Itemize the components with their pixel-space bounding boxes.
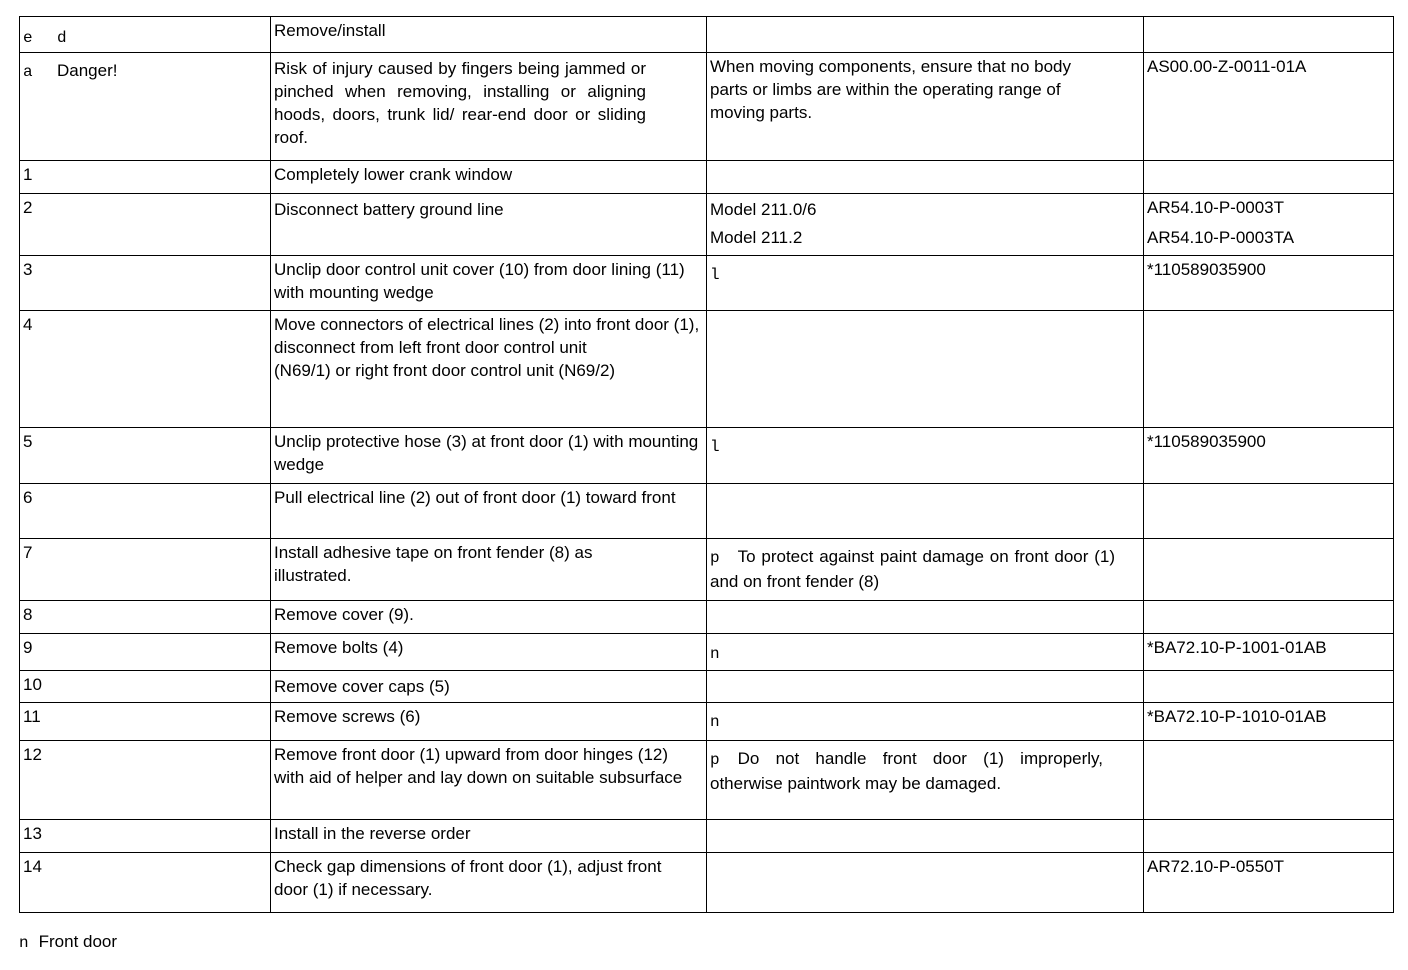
- step-number: 10: [20, 671, 271, 703]
- paint-caution-icon: p: [710, 549, 720, 567]
- note-cell: [707, 634, 1144, 671]
- note-cell: [707, 311, 1144, 428]
- reference-cell: [1144, 820, 1394, 853]
- table-row: [20, 853, 1394, 913]
- reference-cell: *BA72.10-P-1010-01AB: [1144, 703, 1394, 741]
- note-text: To protect against paint damage on front door (1) and on front fender (8): [710, 547, 1115, 591]
- reference-cell: [1144, 161, 1394, 194]
- action-cell: [271, 311, 707, 428]
- step-number: 5: [20, 428, 271, 484]
- step-number: 14: [20, 853, 271, 913]
- action-cell: Remove front door (1) upward from door hinges (12) with aid of helper and lay down on suitable subsurface: [271, 741, 707, 820]
- table-row: [20, 703, 1394, 741]
- note-cell: [707, 17, 1144, 53]
- step-number: 11: [20, 703, 271, 741]
- step-number: 1: [20, 161, 271, 194]
- reference-cell: [1144, 484, 1394, 539]
- note-text: Do not handle front door (1) improperly, otherwise paintwork may be damaged.: [710, 749, 1103, 793]
- reference-link: AR54.10-P-0003T: [1147, 198, 1285, 217]
- table-row: [20, 311, 1394, 428]
- action-cell: Unclip protective hose (3) at front door (1) with mounting wedge: [271, 428, 707, 484]
- reference-cell: [1144, 539, 1394, 601]
- action-cell: Pull electrical line (2) out of front door (1) toward front: [271, 484, 707, 539]
- step-cell: [20, 53, 271, 161]
- table-row: [20, 634, 1394, 671]
- action-cell: Remove/install: [271, 17, 707, 53]
- action-cell: Remove cover caps (5): [271, 671, 707, 703]
- table-row: [20, 601, 1394, 634]
- reference-cell: *110589035900: [1144, 428, 1394, 484]
- table-row: [20, 428, 1394, 484]
- reference-cell: [1144, 194, 1394, 256]
- table-row: [20, 539, 1394, 601]
- remove-install-symbol-icon: d: [57, 29, 67, 47]
- action-text: (N69/1) or right front door control unit (N69/2): [274, 361, 616, 380]
- table-row: [20, 194, 1394, 256]
- table-row: [20, 17, 1394, 53]
- action-cell: Unclip door control unit cover (10) from door lining (11) with mounting wedge: [271, 256, 707, 311]
- table-row: [20, 256, 1394, 311]
- danger-icon: a: [23, 63, 33, 81]
- step-number: 13: [20, 820, 271, 853]
- action-cell: Risk of injury caused by fingers being jammed or pinched when removing, installing or aligning hoods, doors, trunk lid/ rear-end door or sliding roof.: [271, 53, 707, 161]
- action-cell: Install in the reverse order: [271, 820, 707, 853]
- step-number: 6: [20, 484, 271, 539]
- action-cell: Check gap dimensions of front door (1), adjust front door (1) if necessary.: [271, 853, 707, 913]
- note-cell: [707, 741, 1144, 820]
- action-cell: Install adhesive tape on front fender (8) as illustrated.: [271, 539, 707, 601]
- torque-icon: n: [710, 713, 720, 731]
- action-cell: Remove cover (9).: [271, 601, 707, 634]
- note-cell: [707, 256, 1144, 311]
- step-number: 8: [20, 601, 271, 634]
- model-note: Model 211.2: [710, 228, 803, 247]
- table-row: [20, 161, 1394, 194]
- note-cell: [707, 194, 1144, 256]
- note-cell: [707, 820, 1144, 853]
- reference-cell: *110589035900: [1144, 256, 1394, 311]
- reference-cell: [1144, 311, 1394, 428]
- reference-cell: [1144, 17, 1394, 53]
- action-cell: Remove screws (6): [271, 703, 707, 741]
- remove-install-symbol-icon: e: [23, 29, 33, 47]
- danger-label: Danger!: [57, 61, 118, 80]
- footer-caption: [19, 930, 117, 955]
- tool-icon: l: [710, 438, 720, 456]
- paint-caution-icon: p: [710, 751, 720, 769]
- tool-icon: l: [710, 266, 720, 284]
- reference-cell: [1144, 741, 1394, 820]
- note-cell: [707, 484, 1144, 539]
- note-cell: When moving components, ensure that no body parts or limbs are within the operating range of moving parts.: [707, 53, 1144, 161]
- action-cell: Remove bolts (4): [271, 634, 707, 671]
- step-number: 4: [20, 311, 271, 428]
- action-text: Move connectors of electrical lines (2) into front door (1), disconnect from left front door control unit: [274, 315, 700, 357]
- note-cell: [707, 428, 1144, 484]
- table-row: [20, 671, 1394, 703]
- note-cell: [707, 601, 1144, 634]
- note-cell: [707, 671, 1144, 703]
- table-row: [20, 741, 1394, 820]
- step-number: 2: [20, 194, 271, 256]
- reference-cell: *BA72.10-P-1001-01AB: [1144, 634, 1394, 671]
- procedure-table: [19, 16, 1394, 913]
- step-number: 9: [20, 634, 271, 671]
- footer-label: Front door: [38, 932, 118, 951]
- reference-cell: [1144, 601, 1394, 634]
- step-number: 7: [20, 539, 271, 601]
- table-row: [20, 53, 1394, 161]
- table-row: [20, 820, 1394, 853]
- step-number: 12: [20, 741, 271, 820]
- torque-icon: n: [710, 645, 720, 663]
- action-cell: Completely lower crank window: [271, 161, 707, 194]
- note-cell: [707, 161, 1144, 194]
- step-number: 3: [20, 256, 271, 311]
- note-cell: [707, 703, 1144, 741]
- note-cell: [707, 539, 1144, 601]
- action-cell: Disconnect battery ground line: [271, 194, 707, 256]
- reference-cell: [1144, 671, 1394, 703]
- reference-cell: AS00.00-Z-0011-01A: [1144, 53, 1394, 161]
- step-cell: [20, 17, 271, 53]
- model-note: Model 211.0/6: [710, 200, 817, 219]
- table-row: [20, 484, 1394, 539]
- reference-link: AR54.10-P-0003TA: [1147, 228, 1295, 247]
- reference-cell: AR72.10-P-0550T: [1144, 853, 1394, 913]
- note-cell: [707, 853, 1144, 913]
- torque-icon: n: [19, 934, 29, 952]
